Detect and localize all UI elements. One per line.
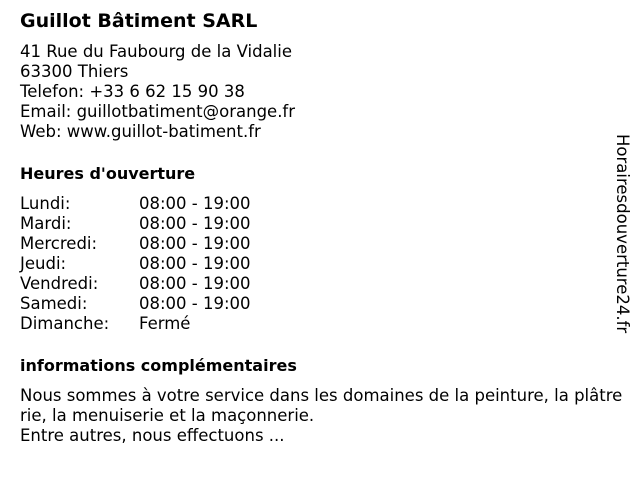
business-name: Guillot Bâtiment SARL — [20, 10, 258, 32]
hours-time: 08:00 - 19:00 — [139, 294, 251, 313]
hours-day: Lundi: — [20, 194, 71, 213]
hours-day: Samedi: — [20, 294, 88, 313]
hours-day: Mercredi: — [20, 234, 98, 253]
email-line: Email: guillotbatiment@orange.fr — [20, 102, 296, 121]
phone-line: Telefon: +33 6 62 15 90 38 — [20, 82, 245, 101]
hours-row-thursday — [20, 254, 620, 274]
opening-hours-table — [20, 194, 620, 334]
opening-hours-heading: Heures d'ouverture — [20, 164, 196, 183]
hours-row-friday — [20, 274, 620, 294]
address-line-street: 41 Rue du Faubourg de la Vidalie — [20, 42, 293, 61]
hours-row-saturday — [20, 294, 620, 314]
hours-row-sunday — [20, 314, 620, 334]
web-line: Web: www.guillot-batiment.fr — [20, 122, 261, 141]
hours-day: Jeudi: — [20, 254, 67, 273]
hours-row-monday — [20, 194, 620, 214]
additional-info-heading: informations complémentaires — [20, 356, 297, 375]
hours-time: 08:00 - 19:00 — [139, 214, 251, 233]
additional-info-paragraph: Nous sommes à votre service dans les domaines de la peinture, la plâtrerie, la menuiserie et la maçonnerie. — [20, 386, 623, 425]
hours-time: 08:00 - 19:00 — [139, 274, 251, 293]
hours-day: Mardi: — [20, 214, 72, 233]
site-watermark-label: Horairesdouverture24.fr — [613, 134, 632, 334]
hours-time: 08:00 - 19:00 — [139, 234, 251, 253]
hours-time: Fermé — [139, 314, 191, 333]
hours-time: 08:00 - 19:00 — [139, 194, 251, 213]
hours-time: 08:00 - 19:00 — [139, 254, 251, 273]
hours-day: Vendredi: — [20, 274, 99, 293]
hours-row-tuesday — [20, 214, 620, 234]
address-line-city: 63300 Thiers — [20, 62, 129, 81]
additional-info-excerpt: Entre autres, nous effectuons ... — [20, 426, 285, 445]
hours-row-wednesday — [20, 234, 620, 254]
hours-day: Dimanche: — [20, 314, 110, 333]
